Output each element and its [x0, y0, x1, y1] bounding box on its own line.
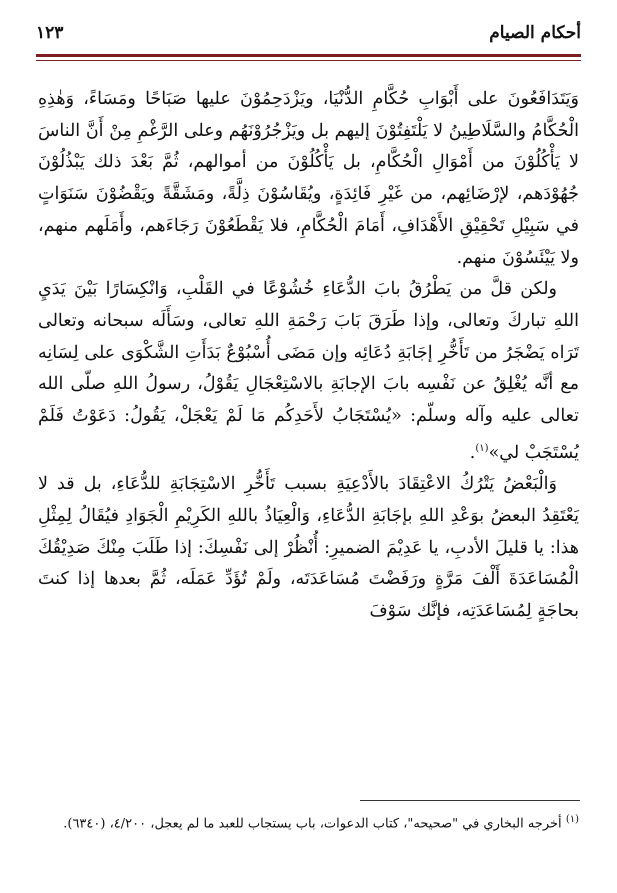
running-title: أحكام الصيام	[489, 23, 581, 43]
footnote-text	[38, 808, 579, 836]
page-number: ١٢٣	[36, 23, 64, 43]
footnote-body: أخرجه البخاري في "صحيحه"، كتاب الدعوات، باب يستجاب للعبد ما لم يعجل، ٤/٢٠٠، (٦٣٤٠).	[63, 816, 562, 832]
footnote-separator	[360, 800, 580, 801]
paragraph-2-text: ولكن قلَّ من يَطْرُقُ بابَ الدُّعَاءِ خُشُوْعًا في القَلْبِ، وَانْكِسَارًا بَيْنَ يَدَيِ اللهِ تباركَ وتعالى، وإذا طَرَقَ بَابَ رَحْمَةِ اللهِ تعالى، وسَأَلَه سبحانه وتعالى تَرَاه يَضْجَرُ من تَأَخُّرِ إجَابَةِ دُعَائِه وإن مَضَى أُسْبُوْعٌ بَدَأَتِ الشَّكْوَى على لِسَانِه مع أنَّه يُغْلِقُ عن نَفْسِه بابَ الإجابَةِ بالاسْتِعْجَالِ يَقُوْلُ، رسولُ اللهِ صلّى الله تعالى عليه وآله وسلّم: «يُسْتَجَابُ لأَحَدِكُم مَا لَمْ يَعْجَلْ، يَقُولُ: دَعَوْتُ فَلَمْ يُسْتَجَبْ لي»	[38, 279, 579, 463]
paragraph-3: وَالْبَعْضُ يَتْرُكُ الاعْتِقَادَ بالأَدْعِيَةِ بسبب تَأَخُّرِ الاسْتِجَابَةِ للدُّعَاءِ، بل قد لا يَعْتَقِدُ البعضُ بوَعْدِ اللهِ بإجَابَةِ الدُّعَاءِ، وَالْعِيَاذُ باللهِ الكَرِيْمِ الْجَوَادِ فيُقَالُ لِمِثْلِ هذا: يا قليلَ الأدبِ، يا عَدِيْمَ الضميرِ: أُنْظُرْ إلى نَفْسِكَ: إذا طَلَبَ مِنْكَ صَدِيْقُكَ الْمُسَاعَدَةَ أَلْفَ مَرَّةٍ ورَفَضْتَ مُسَاعَدَتَه، ولَمْ تُؤَدِّ عَمَلَه، ثُمَّ بعدها إذا كنتَ بحاجَةٍ لِمُسَاعَدَتِه، فإنَّك سَوْفَ	[38, 474, 579, 622]
footnote-number: (١)	[565, 814, 579, 825]
header-rule-thick	[36, 54, 581, 57]
page-header	[36, 18, 581, 48]
footnote-marker: (١)	[475, 442, 489, 454]
header-rule-thin	[36, 60, 581, 61]
main-text	[38, 84, 579, 628]
paragraph-2: ولكن قلَّ من يَطْرُقُ بابَ الدُّعَاءِ خُشُوْعًا في القَلْبِ، وَانْكِسَارًا بَيْنَ يَدَيِ اللهِ تباركَ وتعالى، وإذا طَرَقَ بَابَ رَحْمَةِ اللهِ تعالى، وسَأَلَه سبحانه وتعالى تَرَاه يَضْجَرُ من تَأَخُّرِ إجَابَةِ دُعَائِه وإن مَضَى أُسْبُوْعٌ بَدَأَتِ الشَّكْوَى على لِسَانِه مع أنَّه يُغْلِقُ عن نَفْسِه بابَ الإجابَةِ بالاسْتِعْجَالِ يَقُوْلُ، رسولُ اللهِ صلّى الله تعالى عليه وآله وسلّم: «يُسْتَجَابُ لأَحَدِكُم مَا لَمْ يَعْجَلْ، يَقُولُ: دَعَوْتُ فَلَمْ يُسْتَجَبْ لي»$^{(١)}$.	[38, 279, 579, 463]
footnote	[38, 808, 579, 836]
paragraph-1: وَيَتَدَافَعُونَ على أَبْوَابِ حُكَّامِ الدُّنْيَا، ويَزْدَحِمُوْنَ عليها صَبَاحًا ومَسَاءً، وَهٰذِهِ الْحُكَّامُ والسَّلَاطِينُ لا يَلْتَفِتُوْنَ إليهم بل ويَزْجُرُوْنَهُم وعلى الرَّغْمِ مِنْ أَنَّ الناسَ لا يَأْكُلُوْنَ من أَمْوَالِ الْحُكَّامِ، بل يَأْكُلُوْنَ من أموالهم، ثُمَّ بَعْدَ ذلك يَبْذُلُوْنَ جُهُوْدَهم، لإرْضَائِهم، من غَيْرِ فَائِدَةٍ، ويُقَاسُوْنَ ذِلَّةً، ومَشَقَّةً ويَقْضُوْنَ سَنَوَاتٍ في سَبِيْلِ تَحْقِيْقِ الأَهْدَافِ، أَمَامَ الْحُكَّامِ، فلا يَقْطَعُوْنَ رَجَاءَهم، وأَمَلَهم منهم، ولا يَيْئَسُوْنَ منهم.	[38, 89, 579, 268]
